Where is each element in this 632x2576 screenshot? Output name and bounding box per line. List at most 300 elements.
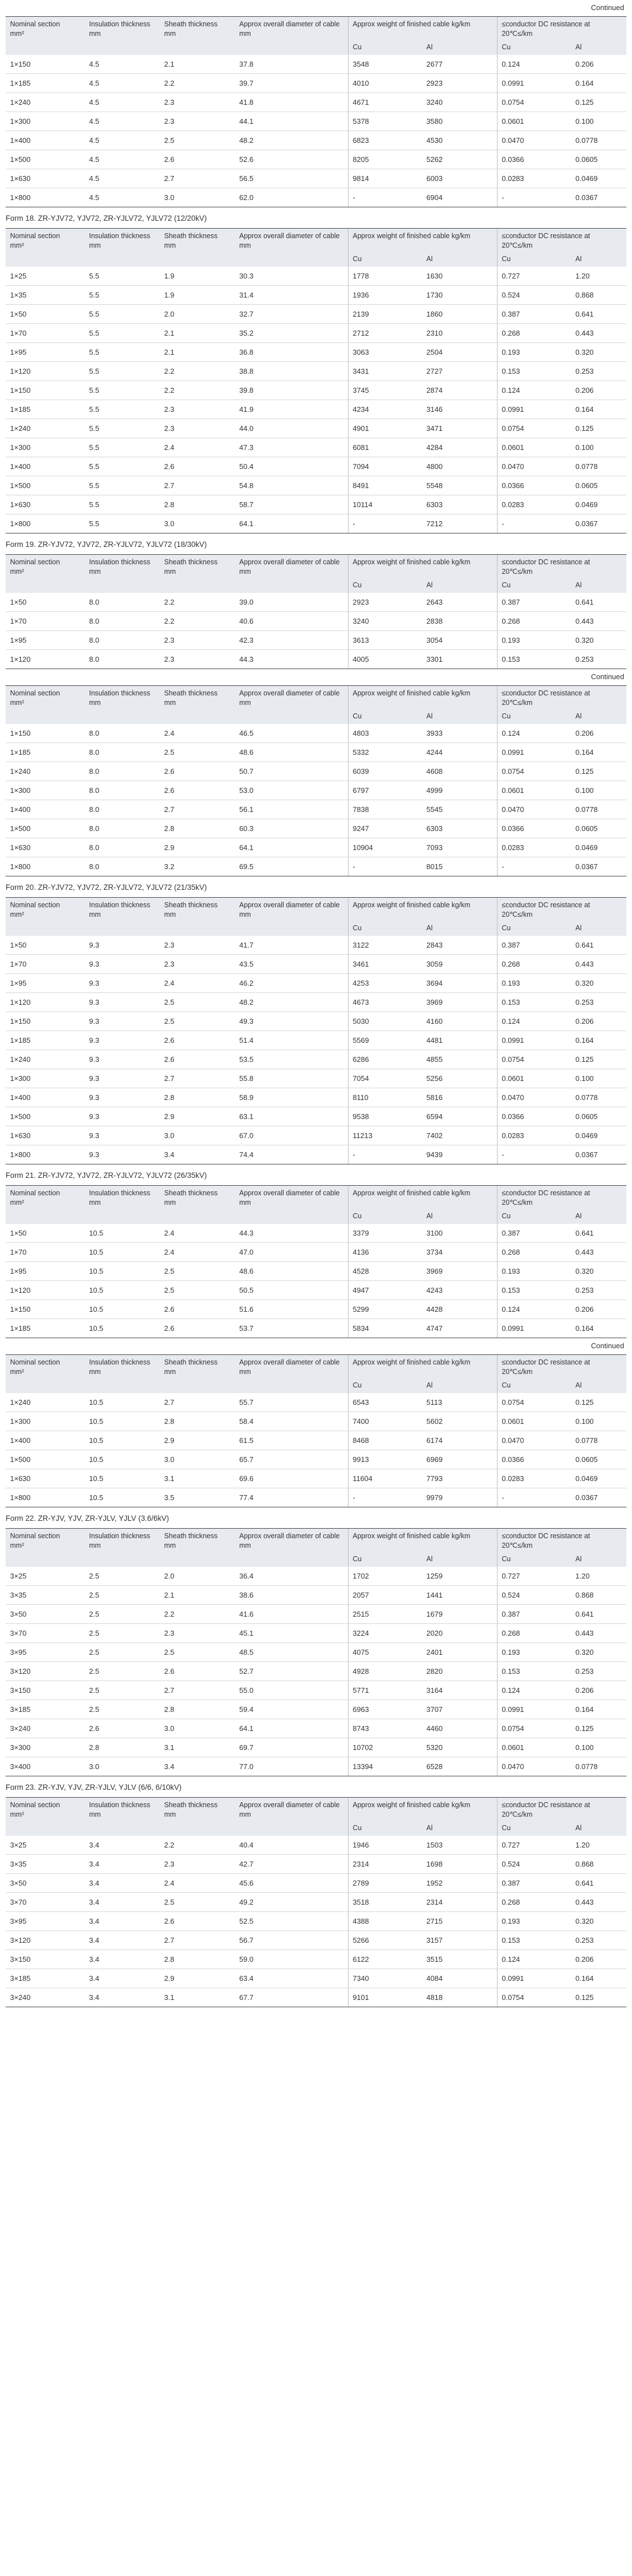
header-al: Al xyxy=(571,1380,626,1393)
table-cell: 60.3 xyxy=(235,819,348,838)
table-cell: 0.153 xyxy=(497,1662,571,1681)
table-cell: 7793 xyxy=(422,1469,497,1488)
table-cell: 0.387 xyxy=(497,593,571,612)
table-cell: 0.0605 xyxy=(571,1107,626,1126)
table-cell: 2.3 xyxy=(160,955,235,974)
table-cell: 67.7 xyxy=(235,1988,348,2007)
table-cell: 6528 xyxy=(422,1757,497,1776)
table-cell: 4.5 xyxy=(85,169,160,188)
table-cell: 41.7 xyxy=(235,936,348,955)
table-cell: 37.8 xyxy=(235,55,348,74)
table-cell: 0.206 xyxy=(571,724,626,743)
table-cell: 0.641 xyxy=(571,593,626,612)
header-nominal-section xyxy=(6,555,85,593)
table-cell: - xyxy=(348,1488,422,1507)
header-weight: Approx weight of finished cable kg/km xyxy=(348,898,497,923)
form-title: Form 22. ZR-YJV, YJV, ZR-YJLV, YJLV (3.6/6kV) xyxy=(6,1514,169,1523)
table-cell: 1×50 xyxy=(6,593,85,612)
header-al: Al xyxy=(571,1210,626,1224)
table-row xyxy=(6,74,626,93)
table-cell: 40.6 xyxy=(235,612,348,631)
table-cell: 2.6 xyxy=(160,781,235,800)
table-cell: 8.0 xyxy=(85,612,160,631)
table-cell: 1×300 xyxy=(6,1412,85,1431)
table-cell: 5.5 xyxy=(85,286,160,305)
table-cell: 0.387 xyxy=(497,1874,571,1893)
header-nominal-section xyxy=(6,1186,85,1224)
table-cell: 41.9 xyxy=(235,400,348,419)
table-cell: 5299 xyxy=(348,1300,422,1319)
table-cell: 2.8 xyxy=(160,1700,235,1719)
table-cell: 48.2 xyxy=(235,131,348,150)
table-cell: 77.0 xyxy=(235,1757,348,1776)
table-cell: 0.727 xyxy=(497,1567,571,1586)
table-cell: 7340 xyxy=(348,1969,422,1988)
table-cell: 9.3 xyxy=(85,993,160,1012)
table-cell: - xyxy=(497,857,571,876)
table-cell: 2.1 xyxy=(160,1586,235,1605)
table-cell: 0.153 xyxy=(497,362,571,381)
table-row xyxy=(6,150,626,169)
table-cell: 0.868 xyxy=(571,1586,626,1605)
table-cell: 50.4 xyxy=(235,457,348,476)
table-cell: 5262 xyxy=(422,150,497,169)
table-cell: 0.164 xyxy=(571,1969,626,1988)
table-cell: 3157 xyxy=(422,1931,497,1950)
header-weight: Approx weight of finished cable kg/km xyxy=(348,555,497,580)
table-cell: 3.0 xyxy=(160,1126,235,1145)
table-cell: 64.1 xyxy=(235,1719,348,1738)
table-cell: 8.0 xyxy=(85,631,160,650)
header-label: Nominal section xyxy=(10,689,60,697)
form-title: Form 18. ZR-YJV72, YJV72, ZR-YJLV72, YJLV72 (12/20kV) xyxy=(6,214,207,222)
table-cell: 0.268 xyxy=(497,1893,571,1912)
table-cell: 2.2 xyxy=(160,74,235,93)
table-cell: 0.0991 xyxy=(497,1319,571,1338)
table-cell: 0.124 xyxy=(497,1012,571,1031)
table-cell: 0.0605 xyxy=(571,819,626,838)
table-cell: 4803 xyxy=(348,724,422,743)
table-cell: 0.0991 xyxy=(497,400,571,419)
table-cell: 4947 xyxy=(348,1281,422,1300)
table-cell: 1441 xyxy=(422,1586,497,1605)
spec-table xyxy=(6,1528,626,1776)
table-cell: 69.7 xyxy=(235,1738,348,1757)
table-cell: 0.164 xyxy=(571,743,626,762)
table-cell: 9979 xyxy=(422,1488,497,1507)
table-cell: 2310 xyxy=(422,324,497,343)
table-cell: 1.20 xyxy=(571,1836,626,1855)
table-cell: 50.5 xyxy=(235,1281,348,1300)
header-al: Al xyxy=(571,922,626,936)
table-cell: 7402 xyxy=(422,1126,497,1145)
table-cell: 52.5 xyxy=(235,1912,348,1931)
table-cell: 0.100 xyxy=(571,1738,626,1757)
spec-table xyxy=(6,1354,626,1507)
table-cell: 51.6 xyxy=(235,1300,348,1319)
header-diameter: Approx overall diameter of cable mm xyxy=(235,1186,348,1224)
header-unit: mm² xyxy=(10,1542,24,1549)
table-cell: 3×70 xyxy=(6,1624,85,1643)
table-cell: 3×185 xyxy=(6,1700,85,1719)
table-cell: 41.6 xyxy=(235,1605,348,1624)
table-cell: 0.164 xyxy=(571,400,626,419)
table-cell: 0.0366 xyxy=(497,1107,571,1126)
table-cell: 2.5 xyxy=(160,743,235,762)
table-cell: 64.1 xyxy=(235,514,348,533)
table-cell: 4747 xyxy=(422,1319,497,1338)
table-row xyxy=(6,1605,626,1624)
header-al: Al xyxy=(422,711,497,724)
table-row xyxy=(6,438,626,457)
table-cell: 39.0 xyxy=(235,593,348,612)
table-cell: 5816 xyxy=(422,1088,497,1107)
table-cell: 0.443 xyxy=(571,612,626,631)
table-cell: 44.3 xyxy=(235,1224,348,1243)
table-cell: 0.443 xyxy=(571,1893,626,1912)
table-cell: 0.0991 xyxy=(497,1031,571,1050)
table-cell: 3×150 xyxy=(6,1681,85,1700)
table-cell: 35.2 xyxy=(235,324,348,343)
table-header xyxy=(6,686,626,725)
table-cell: 0.0366 xyxy=(497,1450,571,1469)
header-al: Al xyxy=(422,1210,497,1224)
table-cell: 67.0 xyxy=(235,1126,348,1145)
table-cell: 4428 xyxy=(422,1300,497,1319)
table-cell: 1×800 xyxy=(6,1145,85,1164)
table-cell: 3063 xyxy=(348,343,422,362)
table-cell: 48.5 xyxy=(235,1643,348,1662)
table-row xyxy=(6,955,626,974)
table-row xyxy=(6,514,626,533)
table-row xyxy=(6,1431,626,1450)
table-cell: 2.2 xyxy=(160,1605,235,1624)
table-cell: 2715 xyxy=(422,1912,497,1931)
table-cell: 7094 xyxy=(348,457,422,476)
table-cell: 0.0778 xyxy=(571,131,626,150)
table-cell: 1679 xyxy=(422,1605,497,1624)
table-cell: 0.253 xyxy=(571,1281,626,1300)
table-cell: 0.0778 xyxy=(571,457,626,476)
table-cell: 0.524 xyxy=(497,286,571,305)
table-row xyxy=(6,857,626,876)
table-cell: 8205 xyxy=(348,150,422,169)
table-cell: 52.6 xyxy=(235,150,348,169)
table-row xyxy=(6,112,626,131)
table-cell: 1×95 xyxy=(6,974,85,993)
table-cell: 0.0367 xyxy=(571,1145,626,1164)
table-cell: 43.5 xyxy=(235,955,348,974)
table-cell: 1×400 xyxy=(6,800,85,819)
table-cell: 2.4 xyxy=(160,1224,235,1243)
table-cell: 2.7 xyxy=(160,169,235,188)
table-cell: 2838 xyxy=(422,612,497,631)
table-cell: 5.5 xyxy=(85,324,160,343)
table-cell: 2.5 xyxy=(85,1643,160,1662)
header-unit: mm² xyxy=(10,911,24,918)
table-row xyxy=(6,457,626,476)
table-cell: 4005 xyxy=(348,650,422,669)
table-cell: 0.320 xyxy=(571,1912,626,1931)
table-cell: 9538 xyxy=(348,1107,422,1126)
table-cell: 0.0778 xyxy=(571,1757,626,1776)
table-cell: 9913 xyxy=(348,1450,422,1469)
table-cell: 3.0 xyxy=(160,1450,235,1469)
table-cell: 8468 xyxy=(348,1431,422,1450)
header-insulation: Insulation thickness mm xyxy=(85,555,160,593)
table-cell: 6823 xyxy=(348,131,422,150)
table-cell: 1×300 xyxy=(6,438,85,457)
header-diameter: Approx overall diameter of cable mm xyxy=(235,229,348,267)
table-cell: 2.3 xyxy=(160,112,235,131)
table-cell: 6303 xyxy=(422,819,497,838)
table-row xyxy=(6,362,626,381)
table-cell: 51.4 xyxy=(235,1031,348,1050)
table-cell: 63.1 xyxy=(235,1107,348,1126)
table-cell: 1×120 xyxy=(6,993,85,1012)
table-cell: - xyxy=(348,188,422,207)
table-cell: 0.641 xyxy=(571,1874,626,1893)
table-cell: 4160 xyxy=(422,1012,497,1031)
table-cell: 2057 xyxy=(348,1586,422,1605)
table-cell: 5602 xyxy=(422,1412,497,1431)
table-row xyxy=(6,1969,626,1988)
table-cell: 6286 xyxy=(348,1050,422,1069)
table-cell: 0.0601 xyxy=(497,1738,571,1757)
table-cell: 53.0 xyxy=(235,781,348,800)
form-title: Form 23. ZR-YJV, YJV, ZR-YJLV, YJLV (6/6, 6/10kV) xyxy=(6,1783,182,1791)
table-row xyxy=(6,1567,626,1586)
table-cell: 0.0605 xyxy=(571,1450,626,1469)
table-cell: 58.4 xyxy=(235,1412,348,1431)
table-cell: 2.7 xyxy=(160,1681,235,1700)
table-row xyxy=(6,55,626,74)
table-cell: 5256 xyxy=(422,1069,497,1088)
table-cell: 1×800 xyxy=(6,1488,85,1507)
table-row xyxy=(6,1719,626,1738)
table-cell: 3.1 xyxy=(160,1988,235,2007)
table-cell: 8.0 xyxy=(85,650,160,669)
table-cell: 5.5 xyxy=(85,362,160,381)
spec-table xyxy=(6,1185,626,1338)
table-cell: 9.3 xyxy=(85,1031,160,1050)
table-cell: 2401 xyxy=(422,1643,497,1662)
table-cell: 5320 xyxy=(422,1738,497,1757)
table-row xyxy=(6,1469,626,1488)
table-cell: 3.0 xyxy=(85,1757,160,1776)
table-row xyxy=(6,1738,626,1757)
table-cell: 8110 xyxy=(348,1088,422,1107)
table-cell: 0.100 xyxy=(571,438,626,457)
table-cell: 6039 xyxy=(348,762,422,781)
table-row xyxy=(6,1262,626,1281)
header-sheath: Sheath thickness mm xyxy=(160,686,235,725)
table-header xyxy=(6,1186,626,1224)
header-al: Al xyxy=(422,1553,497,1567)
table-cell: 0.0754 xyxy=(497,762,571,781)
table-cell: 1×95 xyxy=(6,1262,85,1281)
header-al: Al xyxy=(571,1822,626,1836)
spec-table xyxy=(6,554,626,669)
table-cell: 0.0367 xyxy=(571,857,626,876)
table-cell: 1×500 xyxy=(6,1450,85,1469)
table-cell: 49.3 xyxy=(235,1012,348,1031)
header-insulation: Insulation thickness mm xyxy=(85,1798,160,1836)
table-cell: 2.2 xyxy=(160,362,235,381)
table-row xyxy=(6,1243,626,1262)
table-cell: 44.3 xyxy=(235,650,348,669)
table-cell: 0.268 xyxy=(497,324,571,343)
header-cu: Cu xyxy=(497,253,571,267)
table-cell: 0.0778 xyxy=(571,1431,626,1450)
table-cell: 2.3 xyxy=(160,1855,235,1874)
header-label: Nominal section xyxy=(10,1801,60,1809)
table-cell: 0.0366 xyxy=(497,476,571,495)
table-row xyxy=(6,724,626,743)
header-insulation: Insulation thickness mm xyxy=(85,17,160,55)
table-cell: 0.268 xyxy=(497,612,571,631)
table-row xyxy=(6,1624,626,1643)
header-al: Al xyxy=(422,253,497,267)
table-cell: 0.0283 xyxy=(497,838,571,857)
header-sheath: Sheath thickness mm xyxy=(160,229,235,267)
table-cell: 2.1 xyxy=(160,324,235,343)
table-cell: 10.5 xyxy=(85,1412,160,1431)
table-cell: 38.8 xyxy=(235,362,348,381)
table-cell: 3×185 xyxy=(6,1969,85,1988)
table-cell: 2.3 xyxy=(160,650,235,669)
table-cell: 3240 xyxy=(348,612,422,631)
table-cell: - xyxy=(348,857,422,876)
table-cell: 3×240 xyxy=(6,1988,85,2007)
header-cu: Cu xyxy=(348,922,422,936)
table-cell: 2727 xyxy=(422,362,497,381)
header-cu: Cu xyxy=(497,922,571,936)
table-cell: 4999 xyxy=(422,781,497,800)
table-cell: 10114 xyxy=(348,495,422,514)
table-cell: 9.3 xyxy=(85,1088,160,1107)
table-cell: 2.5 xyxy=(85,1700,160,1719)
table-cell: 0.193 xyxy=(497,974,571,993)
table-cell: 2677 xyxy=(422,55,497,74)
table-cell: 55.8 xyxy=(235,1069,348,1088)
table-cell: 3100 xyxy=(422,1224,497,1243)
table-row xyxy=(6,267,626,286)
table-cell: 0.100 xyxy=(571,1069,626,1088)
table-cell: 8.0 xyxy=(85,781,160,800)
header-cu: Cu xyxy=(348,579,422,593)
table-cell: 1×70 xyxy=(6,324,85,343)
table-cell: 10.5 xyxy=(85,1300,160,1319)
table-cell: 3.4 xyxy=(85,1893,160,1912)
table-cell: 1×25 xyxy=(6,267,85,286)
table-cell: 3580 xyxy=(422,112,497,131)
table-cell: 41.8 xyxy=(235,93,348,112)
table-cell: 1×630 xyxy=(6,495,85,514)
table-cell: 2.4 xyxy=(160,974,235,993)
table-cell: 0.727 xyxy=(497,1836,571,1855)
table-row xyxy=(6,1912,626,1931)
header-label: Nominal section xyxy=(10,1189,60,1197)
table-cell: 2789 xyxy=(348,1874,422,1893)
table-cell: 3969 xyxy=(422,1262,497,1281)
table-cell: 1.20 xyxy=(571,1567,626,1586)
table-cell: 2.5 xyxy=(160,1262,235,1281)
header-cu: Cu xyxy=(348,1380,422,1393)
table-cell: 5569 xyxy=(348,1031,422,1050)
table-cell: 5771 xyxy=(348,1681,422,1700)
table-cell: 55.0 xyxy=(235,1681,348,1700)
table-cell: 6797 xyxy=(348,781,422,800)
table-row xyxy=(6,1874,626,1893)
table-cell: 0.0605 xyxy=(571,150,626,169)
table-cell: 1946 xyxy=(348,1836,422,1855)
table-header xyxy=(6,17,626,55)
table-cell: 3×50 xyxy=(6,1605,85,1624)
table-cell: 1×300 xyxy=(6,781,85,800)
table-cell: 1×400 xyxy=(6,457,85,476)
table-cell: 1×95 xyxy=(6,343,85,362)
table-cell: 0.125 xyxy=(571,1719,626,1738)
table-cell: 1×630 xyxy=(6,1126,85,1145)
spec-table xyxy=(6,16,626,207)
table-cell: 59.4 xyxy=(235,1700,348,1719)
table-cell: 6904 xyxy=(422,188,497,207)
table-cell: 0.100 xyxy=(571,781,626,800)
table-cell: 55.7 xyxy=(235,1393,348,1412)
table-cell: 1×95 xyxy=(6,631,85,650)
header-nominal-section xyxy=(6,229,85,267)
header-weight: Approx weight of finished cable kg/km xyxy=(348,1355,497,1380)
table-cell: 1×120 xyxy=(6,650,85,669)
table-cell: 3224 xyxy=(348,1624,422,1643)
header-cu: Cu xyxy=(348,253,422,267)
table-cell: 0.0991 xyxy=(497,1700,571,1719)
header-resistance: ≤conductor DC resistance at 20℃≤/km xyxy=(497,1186,626,1211)
header-sheath: Sheath thickness mm xyxy=(160,1186,235,1224)
table-cell: 46.5 xyxy=(235,724,348,743)
table-cell: 3×35 xyxy=(6,1586,85,1605)
table-cell: 0.320 xyxy=(571,343,626,362)
table-cell: 3.0 xyxy=(160,188,235,207)
header-al: Al xyxy=(571,41,626,55)
table-cell: 9.3 xyxy=(85,1126,160,1145)
table-cell: 0.124 xyxy=(497,724,571,743)
table-cell: 0.153 xyxy=(497,1281,571,1300)
header-cu: Cu xyxy=(348,711,422,724)
table-row xyxy=(6,400,626,419)
table-cell: 1×150 xyxy=(6,1300,85,1319)
table-cell: 2.8 xyxy=(160,495,235,514)
table-cell: 74.4 xyxy=(235,1145,348,1164)
table-cell: 0.164 xyxy=(571,74,626,93)
table-cell: 8.0 xyxy=(85,857,160,876)
table-cell: 3×150 xyxy=(6,1950,85,1969)
table-cell: 1952 xyxy=(422,1874,497,1893)
table-cell: 10.5 xyxy=(85,1262,160,1281)
table-cell: 48.2 xyxy=(235,993,348,1012)
table-row xyxy=(6,419,626,438)
table-cell: 3.2 xyxy=(160,857,235,876)
table-cell: 7838 xyxy=(348,800,422,819)
header-cu: Cu xyxy=(497,1380,571,1393)
table-cell: 1936 xyxy=(348,286,422,305)
table-cell: 0.206 xyxy=(571,1950,626,1969)
table-cell: 45.1 xyxy=(235,1624,348,1643)
header-unit: mm² xyxy=(10,1199,24,1206)
header-diameter: Approx overall diameter of cable mm xyxy=(235,1355,348,1394)
table-cell: 1698 xyxy=(422,1855,497,1874)
